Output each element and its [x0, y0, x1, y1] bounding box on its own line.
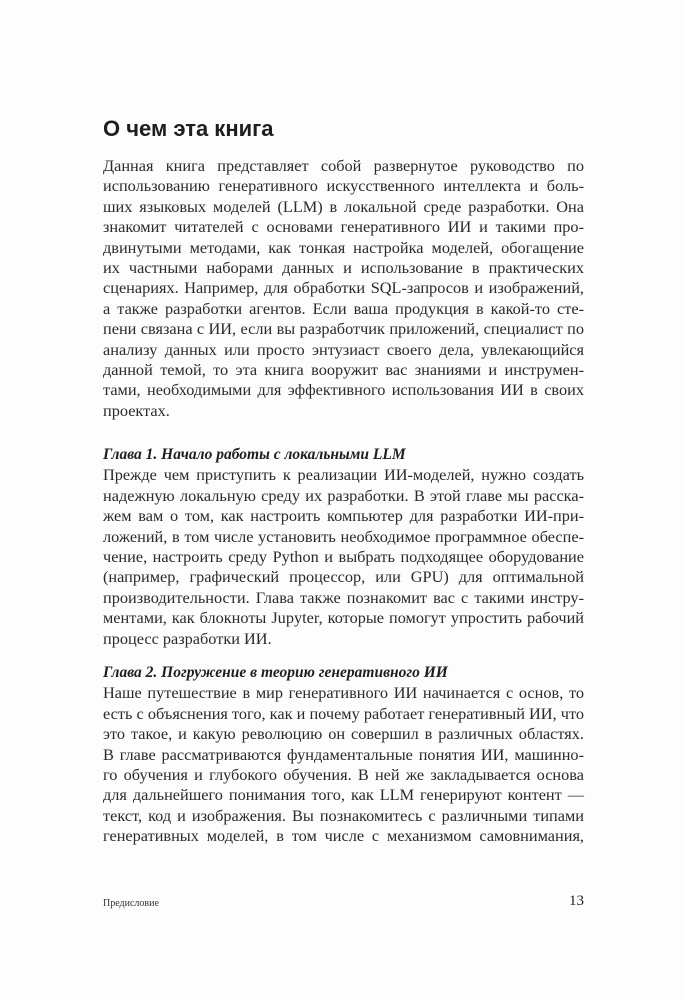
text-line: ложений, в том числе установить необходимое программное обеспе- [103, 526, 584, 546]
text-line: Наше путешествие в мир генеративного ИИ начинается с основ, то [103, 683, 584, 703]
text-line: Данная книга представляет собой развернутое руководство по [103, 156, 584, 175]
chapter-2-paragraph [103, 683, 584, 846]
text-line: проектах. [103, 400, 170, 420]
text-line: чение, настроить среду Python и выбрать подходящее оборудование [103, 546, 584, 566]
text-line: производительности. Глава также познакомит вас с такими инстру- [103, 587, 584, 607]
text-line: а также разработки агентов. Если ваша продукция в какой-то сте- [103, 298, 584, 318]
text-line: В главе рассматриваются фундаментальные понятия ИИ, машинно- [103, 744, 584, 764]
text-line: ших языковых моделей (LLM) в локальной среде разработки. Она [103, 196, 584, 216]
chapter-1-title: Глава 1. Начало работы с локальными LLM [103, 446, 406, 463]
text-line: знакомит читателей с основами генеративного ИИ и такими про- [103, 217, 584, 237]
running-footer-section: Предисловие [103, 898, 159, 909]
text-line: надежную локальную среду их разработки. В этой главе мы расска- [103, 485, 584, 505]
text-line: тами, необходимыми для эффективного использования ИИ в своих [103, 380, 584, 400]
text-line: текст, код и изображения. Вы познакомитесь с различными типами [103, 805, 584, 825]
text-line: данной темой, то эта книга вооружит вас знаниями и инструмен- [103, 359, 584, 379]
text-line: генеративных моделей, в том числе с механизмом самовнимания, [103, 826, 584, 846]
text-line: их частными наборами данных и использование в практических [103, 257, 584, 277]
text-line: ментами, как блокноты Jupyter, которые помогут упростить рабочий [103, 608, 584, 628]
text-line: Прежде чем приступить к реализации ИИ-моделей, нужно создать [103, 465, 584, 485]
text-line: жем вам о том, как настроить компьютер для разработки ИИ-при- [103, 506, 584, 526]
text-line: двинутыми методами, как тонкая настройка моделей, обогащение [103, 237, 584, 257]
text-line: анализу данных или просто энтузиаст своего дела, увлекающийся [103, 339, 584, 359]
text-line: пени связана с ИИ, если вы разработчик приложений, специалист по [103, 319, 584, 339]
text-line: использованию генеративного искусственного интеллекта и боль- [103, 176, 584, 196]
text-line: процесс разработки ИИ. [103, 628, 272, 648]
chapter-1-section [103, 445, 584, 649]
page-title: О чем эта книга [103, 116, 274, 141]
text-line: сценариях. Например, для обработки SQL-запросов и изображений, [103, 278, 584, 298]
text-line: (например, графический процессор, или GPU) для оптимальной [103, 567, 584, 587]
text-line: это такое, и какую революцию он совершил в различных областях. [103, 724, 584, 744]
text-line: го обучения и глубокого обучения. В ней же закладывается основа [103, 764, 584, 784]
chapter-2-title: Глава 2. Погружение в теорию генеративного ИИ [103, 664, 448, 681]
chapter-1-paragraph [103, 465, 584, 649]
text-line: есть с объяснения того, как и почему работает генеративный ИИ, что [103, 703, 584, 723]
intro-paragraph [103, 156, 584, 421]
chapter-2-section [103, 663, 584, 847]
text-line: для дальнейшего понимания того, как LLM генерируют контент — [103, 785, 584, 805]
page-number: 13 [569, 893, 584, 909]
